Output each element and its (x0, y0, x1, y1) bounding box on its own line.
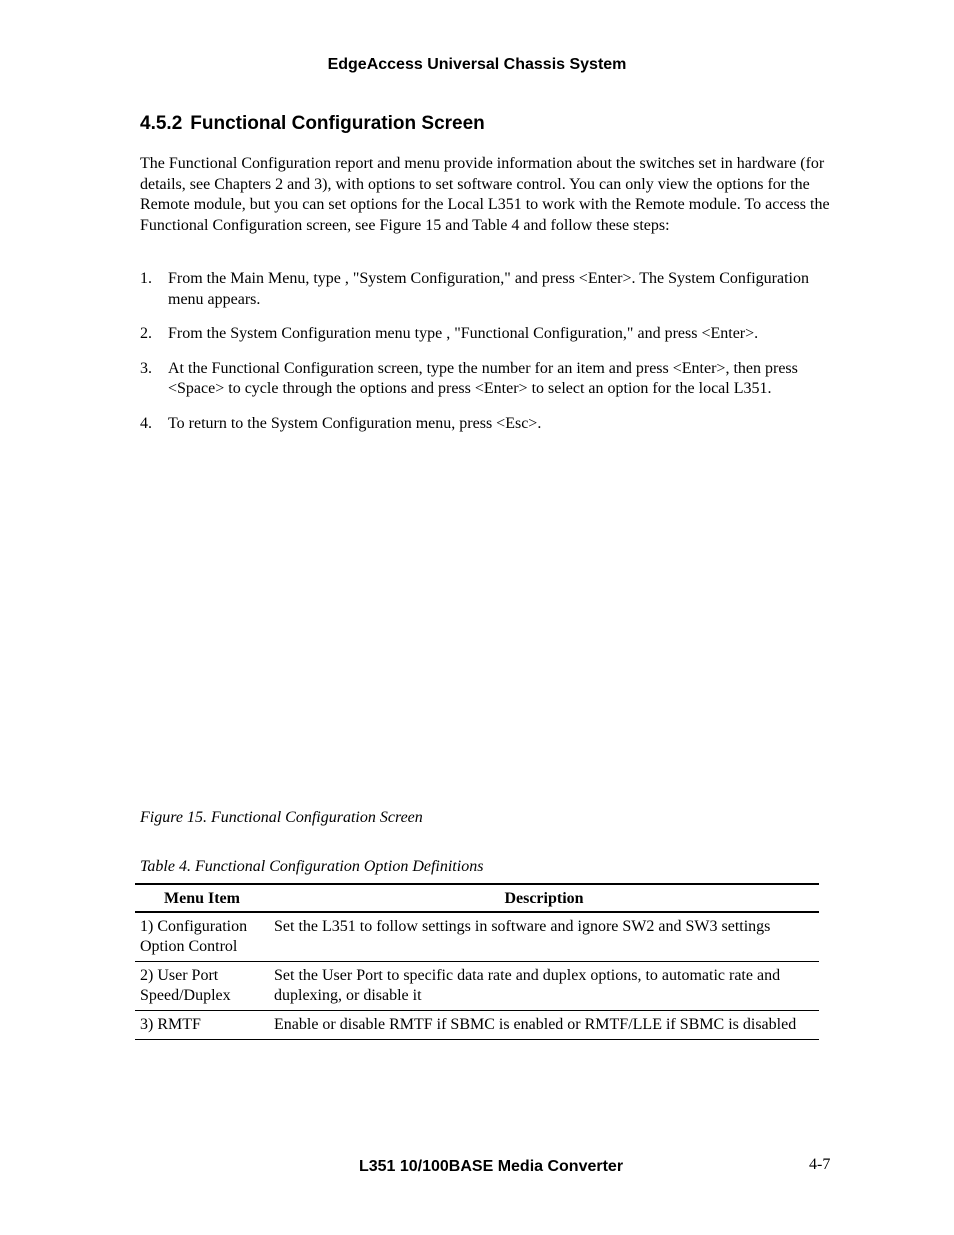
table-caption: Table 4. Functional Configuration Option Definitions (140, 858, 484, 875)
step-number: 4. (140, 414, 152, 432)
step-number: 2. (140, 325, 152, 342)
steps-list (140, 269, 830, 448)
figure-caption: Figure 15. Functional Configuration Screen (140, 809, 423, 826)
section-title: Functional Configuration Screen (190, 113, 485, 134)
step-item (140, 359, 830, 400)
step-number: 3. (140, 359, 152, 377)
table-cell-menu-item: 3) RMTF (135, 1011, 269, 1040)
table-cell-menu-item: 2) User Port Speed/Duplex (135, 962, 269, 1011)
step-text: To return to the System Configuration menu, press <Esc>. (168, 414, 542, 432)
step-text: From the Main Menu, type , "System Configuration," and press <Enter>. The System Configuration menu appears. (168, 270, 809, 308)
column-header-description: Description (269, 884, 819, 912)
table-cell-menu-item: 1) Configuration Option Control (135, 912, 269, 962)
step-item (140, 414, 830, 435)
table-row (135, 962, 819, 1011)
table-cell-description: Enable or disable RMTF if SBMC is enabled or RMTF/LLE if SBMC is disabled (269, 1011, 819, 1040)
step-text: From the System Configuration menu type , "Functional Configuration," and press <Enter>. (168, 325, 759, 342)
step-item (140, 269, 830, 310)
step-text: At the Functional Configuration screen, type the number for an item and press <Enter>, then press <Space> to cycle through the options and press <Enter> to select an option for the local L351. (168, 359, 798, 397)
definitions-table (135, 883, 819, 1040)
table-row (135, 912, 819, 962)
column-header-menu-item: Menu Item (135, 884, 269, 912)
running-header: EdgeAccess Universal Chassis System (327, 56, 627, 73)
step-number: 1. (140, 270, 152, 287)
section-number: 4.5.2 (140, 113, 183, 134)
page-number: 4-7 (809, 1156, 831, 1173)
table-header-row (135, 884, 819, 912)
table-cell-description: Set the L351 to follow settings in software and ignore SW2 and SW3 settings (269, 912, 819, 962)
step-item (140, 324, 830, 345)
table-row (135, 1011, 819, 1040)
intro-paragraph: The Functional Configuration report and menu provide information about the switches set in hardware (for details, see Chapters 2 and 3), with options to set software control. You can only view the options for the Remote module, but you can set options for the Local L351 to work with the Remote module. To access the Functional Configuration screen, see Figure 15 and Table 4 and follow these steps: (140, 155, 830, 234)
section-heading (140, 113, 485, 135)
footer-title: L351 10/100BASE Media Converter (358, 1158, 624, 1175)
table-cell-description: Set the User Port to specific data rate and duplex options, to automatic rate and duplexing, or disable it (269, 962, 819, 1011)
